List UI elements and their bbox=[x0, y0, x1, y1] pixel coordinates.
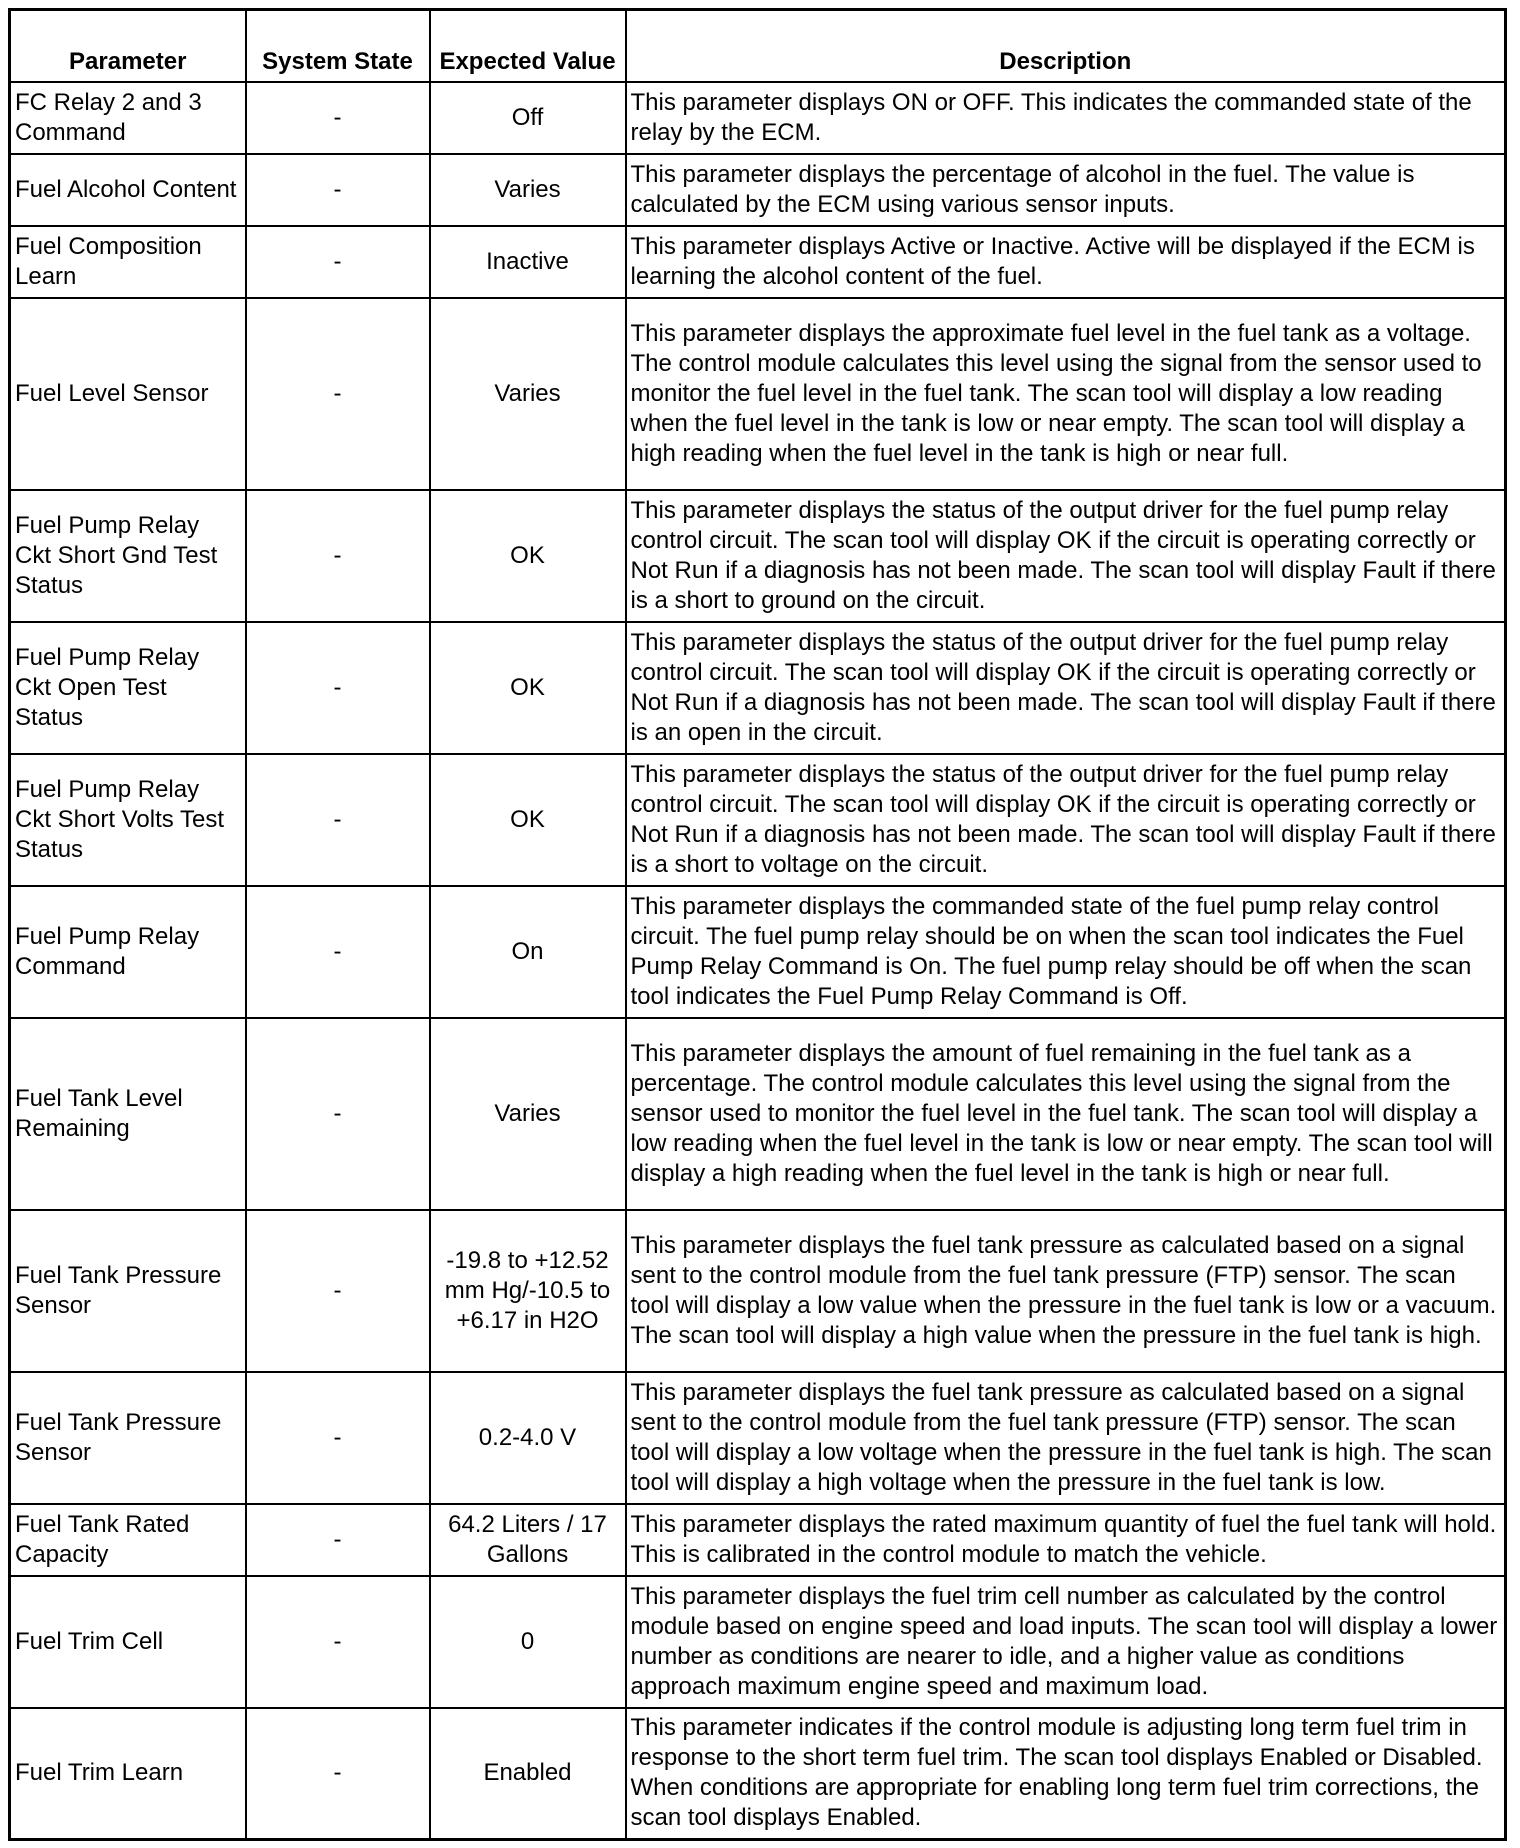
cell-system-state: - bbox=[246, 886, 430, 1018]
cell-system-state: - bbox=[246, 298, 430, 490]
cell-expected-value: Enabled bbox=[430, 1708, 626, 1840]
cell-parameter: FC Relay 2 and 3 Command bbox=[10, 82, 246, 154]
cell-description: This parameter displays the status of the output driver for the fuel pump relay control circuit. The scan tool will display OK if the circuit is operating correctly or Not Run if a diagnosis has not been made. The scan tool will display Fault if there is an open in the circuit. bbox=[626, 622, 1506, 754]
table-row bbox=[10, 1708, 1506, 1840]
header-system-state: System State bbox=[246, 10, 430, 82]
cell-system-state: - bbox=[246, 754, 430, 886]
table-row bbox=[10, 1018, 1506, 1210]
table-row bbox=[10, 1576, 1506, 1708]
header-expected-value: Expected Value bbox=[430, 10, 626, 82]
header-description: Description bbox=[626, 10, 1506, 82]
table-header-row bbox=[10, 10, 1506, 82]
cell-expected-value: Varies bbox=[430, 1018, 626, 1210]
table-row bbox=[10, 1504, 1506, 1576]
table-row bbox=[10, 1372, 1506, 1504]
table-row bbox=[10, 154, 1506, 226]
cell-expected-value: 0.2-4.0 V bbox=[430, 1372, 626, 1504]
cell-description: This parameter displays the status of the output driver for the fuel pump relay control circuit. The scan tool will display OK if the circuit is operating correctly or Not Run if a diagnosis has not been made. The scan tool will display Fault if there is a short to ground on the circuit. bbox=[626, 490, 1506, 622]
table-row bbox=[10, 298, 1506, 490]
cell-system-state: - bbox=[246, 1504, 430, 1576]
cell-description: This parameter displays Active or Inactive. Active will be displayed if the ECM is learning the alcohol content of the fuel. bbox=[626, 226, 1506, 298]
cell-system-state: - bbox=[246, 490, 430, 622]
parameter-table bbox=[8, 8, 1507, 1841]
cell-parameter: Fuel Pump Relay Ckt Short Volts Test Status bbox=[10, 754, 246, 886]
table-row bbox=[10, 1210, 1506, 1372]
cell-description: This parameter displays the commanded state of the fuel pump relay control circuit. The fuel pump relay should be on when the scan tool indicates the Fuel Pump Relay Command is On. The fuel pump relay should be off when the scan tool indicates the Fuel Pump Relay Command is Off. bbox=[626, 886, 1506, 1018]
table-row bbox=[10, 886, 1506, 1018]
cell-parameter: Fuel Trim Cell bbox=[10, 1576, 246, 1708]
cell-expected-value: 0 bbox=[430, 1576, 626, 1708]
cell-description: This parameter displays the fuel trim cell number as calculated by the control module based on engine speed and load inputs. The scan tool will display a lower number as conditions are nearer to idle, and a higher value as conditions approach maximum engine speed and maximum load. bbox=[626, 1576, 1506, 1708]
header-parameter: Parameter bbox=[10, 10, 246, 82]
cell-expected-value: Inactive bbox=[430, 226, 626, 298]
cell-parameter: Fuel Trim Learn bbox=[10, 1708, 246, 1840]
cell-system-state: - bbox=[246, 1576, 430, 1708]
cell-description: This parameter displays the status of the output driver for the fuel pump relay control circuit. The scan tool will display OK if the circuit is operating correctly or Not Run if a diagnosis has not been made. The scan tool will display Fault if there is a short to voltage on the circuit. bbox=[626, 754, 1506, 886]
cell-expected-value: On bbox=[430, 886, 626, 1018]
table-row bbox=[10, 490, 1506, 622]
cell-description: This parameter displays the amount of fuel remaining in the fuel tank as a percentage. The control module calculates this level using the signal from the sensor used to monitor the fuel level in the fuel tank. The scan tool will display a low reading when the fuel level in the tank is low or near empty. The scan tool will display a high reading when the fuel level in the tank is high or near full. bbox=[626, 1018, 1506, 1210]
cell-expected-value: 64.2 Liters / 17 Gallons bbox=[430, 1504, 626, 1576]
cell-system-state: - bbox=[246, 226, 430, 298]
cell-description: This parameter displays ON or OFF. This indicates the commanded state of the relay by the ECM. bbox=[626, 82, 1506, 154]
cell-system-state: - bbox=[246, 1018, 430, 1210]
cell-description: This parameter indicates if the control module is adjusting long term fuel trim in response to the short term fuel trim. The scan tool displays Enabled or Disabled. When conditions are appropriate for enabling long term fuel trim corrections, the scan tool displays Enabled. bbox=[626, 1708, 1506, 1840]
cell-parameter: Fuel Pump Relay Command bbox=[10, 886, 246, 1018]
table-row bbox=[10, 82, 1506, 154]
cell-expected-value: OK bbox=[430, 490, 626, 622]
cell-system-state: - bbox=[246, 1210, 430, 1372]
table-row bbox=[10, 754, 1506, 886]
cell-expected-value: Off bbox=[430, 82, 626, 154]
cell-system-state: - bbox=[246, 82, 430, 154]
cell-description: This parameter displays the percentage of alcohol in the fuel. The value is calculated by the ECM using various sensor inputs. bbox=[626, 154, 1506, 226]
cell-parameter: Fuel Pump Relay Ckt Open Test Status bbox=[10, 622, 246, 754]
cell-description: This parameter displays the approximate fuel level in the fuel tank as a voltage. The control module calculates this level using the signal from the sensor used to monitor the fuel level in the fuel tank. The scan tool will display a low reading when the fuel level in the tank is low or near empty. The scan tool will display a high reading when the fuel level in the tank is high or near full. bbox=[626, 298, 1506, 490]
cell-system-state: - bbox=[246, 154, 430, 226]
cell-parameter: Fuel Tank Rated Capacity bbox=[10, 1504, 246, 1576]
cell-parameter: Fuel Alcohol Content bbox=[10, 154, 246, 226]
cell-expected-value: Varies bbox=[430, 154, 626, 226]
table-row bbox=[10, 622, 1506, 754]
cell-description: This parameter displays the fuel tank pressure as calculated based on a signal sent to the control module from the fuel tank pressure (FTP) sensor. The scan tool will display a low value when the pressure in the fuel tank is low or a vacuum. The scan tool will display a high value when the pressure in the fuel tank is high. bbox=[626, 1210, 1506, 1372]
cell-description: This parameter displays the rated maximum quantity of fuel the fuel tank will hold. This is calibrated in the control module to match the vehicle. bbox=[626, 1504, 1506, 1576]
cell-system-state: - bbox=[246, 1372, 430, 1504]
cell-system-state: - bbox=[246, 1708, 430, 1840]
cell-expected-value: OK bbox=[430, 622, 626, 754]
cell-description: This parameter displays the fuel tank pressure as calculated based on a signal sent to the control module from the fuel tank pressure (FTP) sensor. The scan tool will display a low voltage when the pressure in the fuel tank is high. The scan tool will display a high voltage when the pressure in the fuel tank is low. bbox=[626, 1372, 1506, 1504]
cell-expected-value: -19.8 to +12.52 mm Hg/-10.5 to +6.17 in H2O bbox=[430, 1210, 626, 1372]
cell-parameter: Fuel Tank Pressure Sensor bbox=[10, 1210, 246, 1372]
cell-parameter: Fuel Tank Level Remaining bbox=[10, 1018, 246, 1210]
cell-parameter: Fuel Pump Relay Ckt Short Gnd Test Status bbox=[10, 490, 246, 622]
cell-parameter: Fuel Tank Pressure Sensor bbox=[10, 1372, 246, 1504]
cell-expected-value: Varies bbox=[430, 298, 626, 490]
table-row bbox=[10, 226, 1506, 298]
cell-parameter: Fuel Composition Learn bbox=[10, 226, 246, 298]
cell-system-state: - bbox=[246, 622, 430, 754]
cell-parameter: Fuel Level Sensor bbox=[10, 298, 246, 490]
page bbox=[8, 8, 1504, 1841]
cell-expected-value: OK bbox=[430, 754, 626, 886]
